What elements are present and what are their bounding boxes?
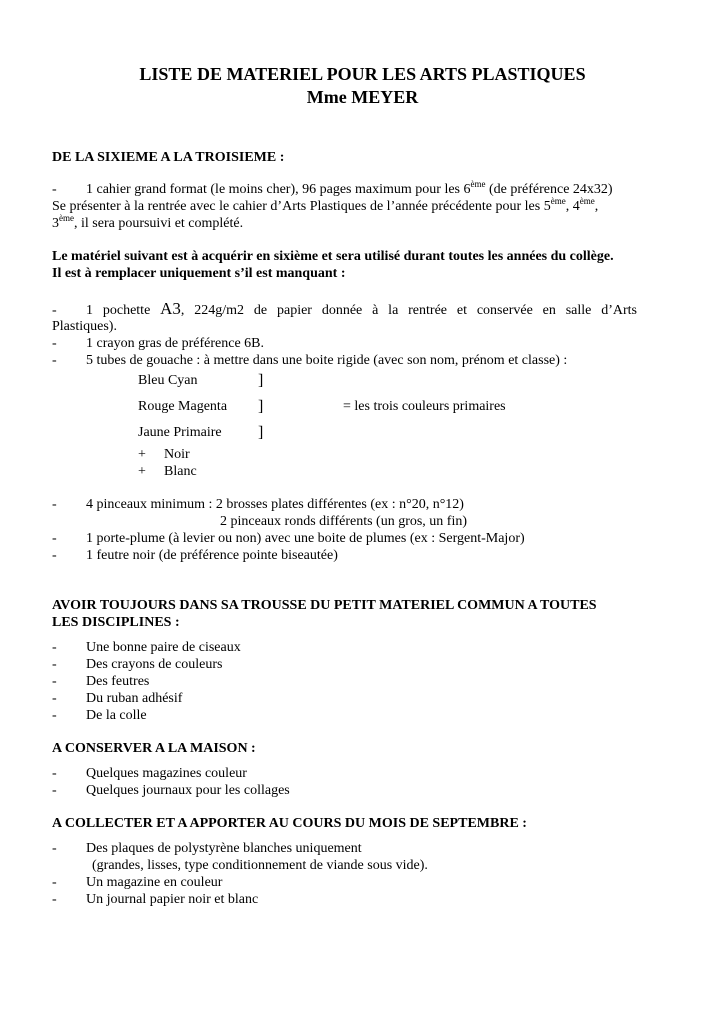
notice-line-2: Il est à remplacer uniquement s’il est manquant : [52,266,346,281]
page-title: LISTE DE MATERIEL POUR LES ARTS PLASTIQUES [139,64,586,84]
notice-line-1: Le matériel suivant est à acquérir en sixième et sera utilisé durant toutes les années du collège. [52,249,614,264]
list-item: Des plaques de polystyrène blanches uniquement [86,841,362,856]
list-bullet: - [52,657,57,672]
list-bullet: - [52,531,57,546]
list-bullet: - [52,674,57,689]
list-bullet: - [52,783,57,798]
page-subtitle: Mme MEYER [306,87,419,107]
list-item: Une bonne paire de ciseaux [86,640,241,655]
list-bullet: - [52,892,57,907]
list-item: Quelques magazines couleur [86,766,247,781]
list-item: De la colle [86,708,147,723]
list-bullet: - [52,353,57,368]
list-bullet: - [52,640,57,655]
color-jaune-primaire: Jaune Primaire [138,425,222,440]
section-heading-collecter: A COLLECTER ET A APPORTER AU COURS DU MOIS DE SEPTEMBRE : [52,816,527,831]
list-item-detail: (grandes, lisses, type conditionnement de viande sous vide). [92,858,428,873]
bracket: ] [258,372,264,389]
crayon-item: 1 crayon gras de préférence 6B. [86,336,265,351]
pinceaux-item: 4 pinceaux minimum : 2 brosses plates différentes (ex : n°20, n°12) [86,497,464,512]
list-bullet: - [52,548,57,563]
list-bullet: - [52,303,57,318]
list-bullet: - [52,708,57,723]
list-item: Des feutres [86,674,150,689]
list-item: Un magazine en couleur [86,875,223,890]
porte-plume-item: 1 porte-plume (à levier ou non) avec une boite de plumes (ex : Sergent-Major) [86,531,525,546]
color-blanc: Blanc [164,464,197,479]
list-item: Du ruban adhésif [86,691,183,706]
section-heading-maison: A CONSERVER A LA MAISON : [52,741,256,756]
list-bullet: - [52,182,57,197]
list-bullet: - [52,841,57,856]
pinceaux-item-cont: 2 pinceaux ronds différents (un gros, un fin) [220,514,468,529]
pochette-line-cont: Plastiques). [52,319,117,334]
primary-colors-note: = les trois couleurs primaires [343,399,506,414]
list-bullet: - [52,875,57,890]
color-noir: Noir [164,447,190,462]
list-item: Des crayons de couleurs [86,657,223,672]
troisieme-line: 3ème, il sera poursuivi et complété. [52,213,244,231]
rentree-line: Se présenter à la rentrée avec le cahier d’Arts Plastiques de l’année précédente pour les 5ème, 4ème, [52,196,599,214]
cahier-line: 1 cahier grand format (le moins cher), 96 pages maximum pour les 6ème (de préférence 24x32) [86,179,613,197]
color-bleu-cyan: Bleu Cyan [138,373,198,388]
list-bullet: - [52,691,57,706]
section-heading-trousse: AVOIR TOUJOURS DANS SA TROUSSE DU PETIT MATERIEL COMMUN A TOUTES [52,598,597,613]
list-bullet: - [52,336,57,351]
bracket: ] [258,398,264,415]
section-heading-sixieme-troisieme: DE LA SIXIEME A LA TROISIEME : [52,150,285,165]
bracket: ] [258,424,264,441]
plus-sign: + [138,447,146,462]
list-bullet: - [52,497,57,512]
list-item: Un journal papier noir et blanc [86,892,259,907]
list-item: Quelques journaux pour les collages [86,783,290,798]
list-bullet: - [52,766,57,781]
section-heading-trousse-cont: LES DISCIPLINES : [52,615,180,630]
pochette-line: 1 pochette A3, 224g/m2 de papier donnée à la rentrée et conservée en salle d’Arts [86,299,637,318]
plus-sign: + [138,464,146,479]
feutre-item: 1 feutre noir (de préférence pointe biseautée) [86,548,338,563]
color-rouge-magenta: Rouge Magenta [138,399,228,414]
gouache-item: 5 tubes de gouache : à mettre dans une boite rigide (avec son nom, prénom et classe) : [86,353,568,368]
